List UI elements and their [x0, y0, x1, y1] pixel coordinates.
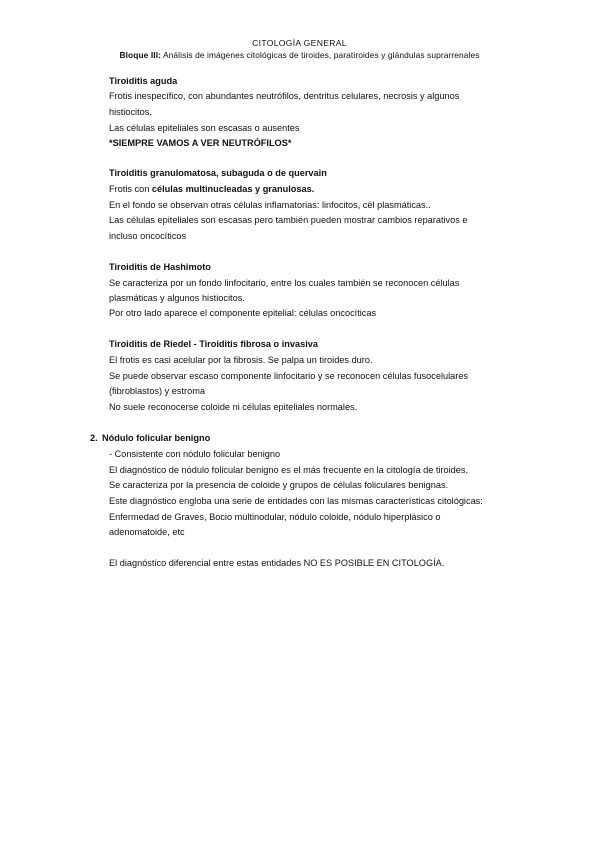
- granulomatosa-line-1-prefix: Frotis con: [109, 184, 152, 194]
- nodulo-line-5: Enfermedad de Graves, Bocio multinodular, nódulo coloide, nódulo hiperplásico o: [109, 512, 441, 522]
- granulomatosa-line-1: [109, 183, 314, 195]
- nodulo-final-line: El diagnóstico diferencial entre estas entidades NO ES POSIBLE EN CITOLOGÍA.: [109, 558, 445, 568]
- riedel-line-4: No suele reconocerse coloide ni células epiteliales normales.: [109, 402, 358, 412]
- aguda-line-4: *SIEMPRE VAMOS A VER NEUTRÓFILOS*: [109, 138, 292, 148]
- nodulo-line-4: Este diagnóstico engloba una serie de entidades con las mismas características citológicas:: [109, 496, 483, 506]
- hashimoto-line-3: Por otro lado aparece el componente epitelial: células oncocíticas: [109, 308, 377, 318]
- document-subtitle: [0, 50, 599, 60]
- section-title-nodulo: Nódulo folicular benigno: [102, 433, 211, 443]
- subtitle-text: Análisis de imágenes citológicas de tiroides, paratiroides y glándulas suprarrenales: [161, 50, 480, 60]
- section-title-riedel: Tiroiditis de Riedel - Tiroiditis fibrosa o invasiva: [109, 339, 318, 349]
- nodulo-line-6: adenomatoide, etc: [109, 527, 185, 537]
- subtitle-prefix: Bloque III:: [119, 50, 162, 60]
- riedel-line-1: El frotis es casi acelular por la fibrosis. Se palpa un tiroides duro.: [109, 355, 373, 365]
- granulomatosa-line-3: Las células epiteliales son escasas pero también pueden mostrar cambios reparativos e: [109, 215, 468, 225]
- section-title-aguda: Tiroiditis aguda: [109, 76, 178, 86]
- granulomatosa-line-4: incluso oncocíticos: [109, 231, 187, 241]
- section-number-nodulo: 2.: [90, 433, 98, 443]
- granulomatosa-line-2: En el fondo se observan otras células inflamatorias: linfocitos, cél plasmáticas..: [109, 200, 431, 210]
- aguda-line-2: histiocitos.: [109, 107, 152, 117]
- hashimoto-line-1: Se caracteriza por un fondo linfocitario, entre los cuales también se reconocen células: [109, 278, 460, 288]
- nodulo-line-3: Se caracteriza por la presencia de coloide y grupos de células foliculares benignas.: [109, 480, 449, 490]
- riedel-line-2: Se puede observar escaso componente linfocitario y se reconocen células fusocelulares: [109, 371, 469, 381]
- aguda-line-1: Frotis inespecífico, con abundantes neutrófilos, dentritus celulares, necrosis y algunos: [109, 91, 460, 101]
- document-title: CITOLOGÍA GENERAL: [252, 38, 347, 48]
- section-title-granulomatosa: Tiroiditis granulomatosa, subaguda o de quervain: [109, 168, 327, 178]
- nodulo-line-2: El diagnóstico de nódulo folicular benigno es el más frecuente en la citología de tiroides.: [109, 465, 469, 475]
- section-title-hashimoto: Tiroiditis de Hashimoto: [109, 262, 211, 272]
- riedel-line-3: (fibroblastos) y estroma: [109, 386, 205, 396]
- hashimoto-line-2: plasmáticas y algunos histiocitos.: [109, 293, 245, 303]
- granulomatosa-line-1-bold: células multinucleadas y granulosas.: [151, 184, 315, 194]
- nodulo-line-1: - Consistente con nódulo folicular benigno: [109, 449, 281, 459]
- aguda-line-3: Las células epiteliales son escasas o ausentes: [109, 123, 300, 133]
